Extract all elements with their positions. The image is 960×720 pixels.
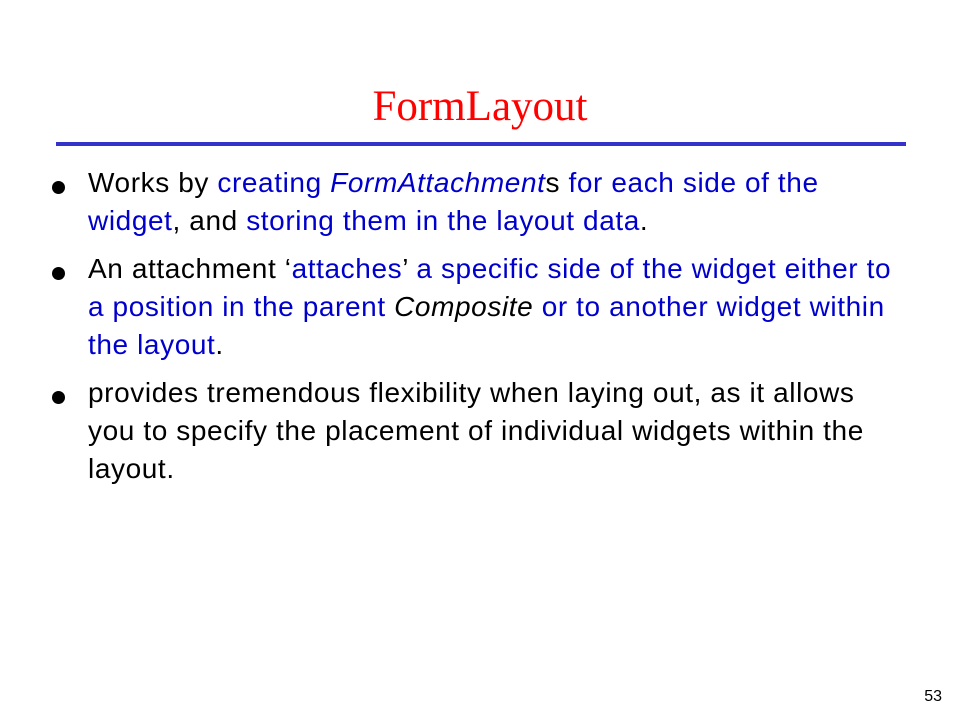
title-underline [56, 142, 906, 146]
bullet-list [48, 164, 908, 498]
bullet-item [48, 374, 908, 488]
bullet-text: Works by creating FormAttachments for each side of the widget, and storing them in the layout data. [88, 167, 819, 236]
page-number: 53 [924, 688, 942, 705]
slide-title: FormLayout [372, 83, 588, 130]
bullet-text: An attachment ‘attaches’ a specific side of the widget either to a position in the parent Composite or to another widget within the layout. [88, 253, 892, 360]
bullet-icon [52, 267, 65, 280]
bullet-icon [52, 391, 65, 404]
bullet-item [48, 164, 908, 240]
bullet-icon [52, 181, 65, 194]
bullet-text: provides tremendous flexibility when laying out, as it allows you to specify the placement of individual widgets within the layout. [88, 377, 864, 484]
bullet-item [48, 250, 908, 364]
